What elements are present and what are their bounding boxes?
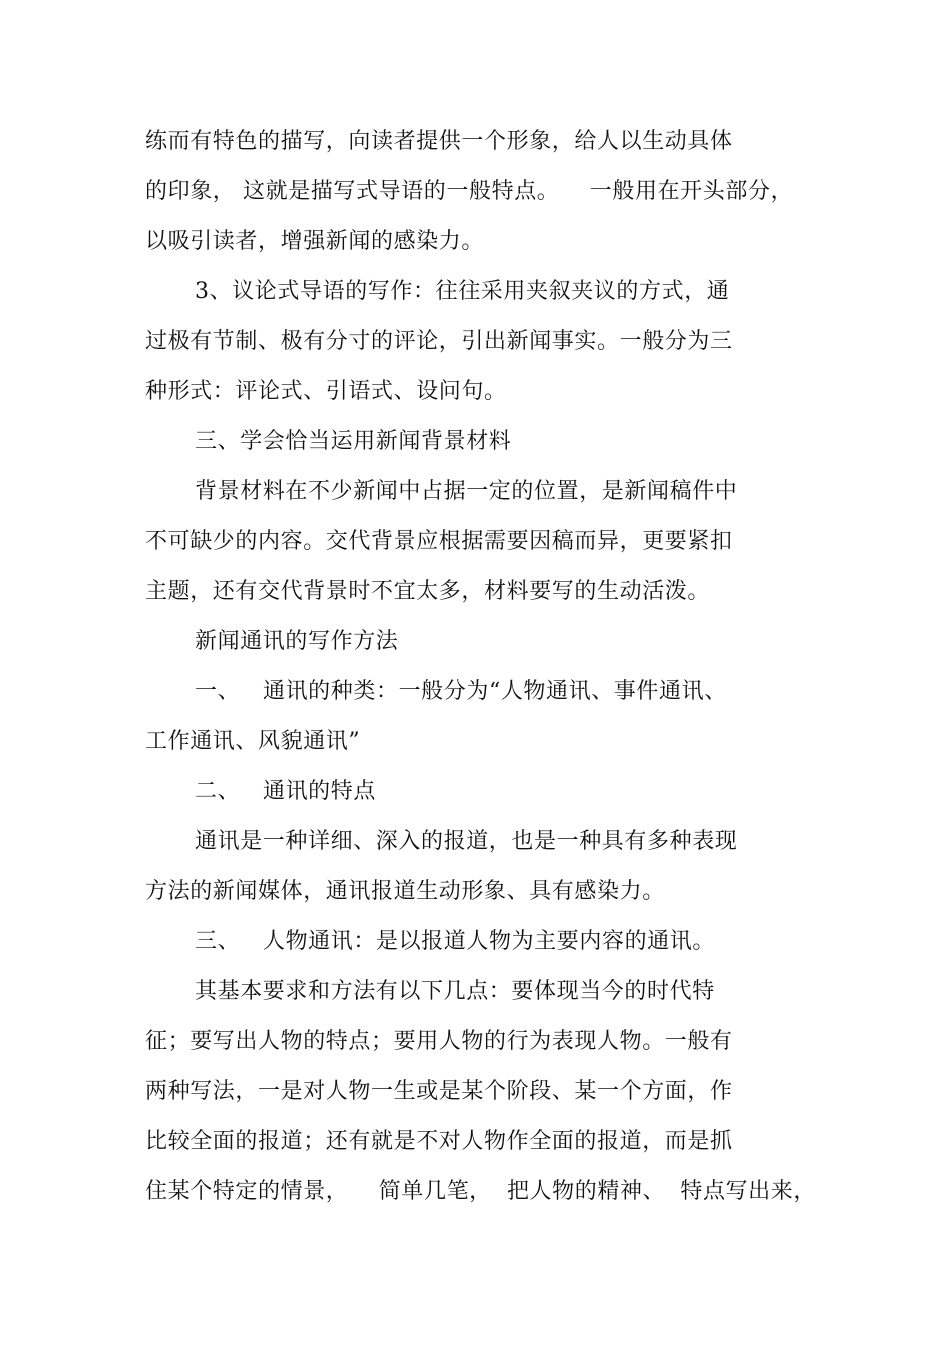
text-line: 征；要写出人物的特点；要用人物的行为表现人物。一般有 — [145, 1029, 733, 1054]
text-line: 主题，还有交代背景时不宜太多，材料要写的生动活泼。 — [145, 579, 711, 604]
text-line: 练而有特色的描写，向读者提供一个形象，给人以生动具体 — [145, 129, 733, 154]
paragraph-start: 一、 通讯的种类：一般分为“人物通讯、事件通讯、 — [195, 679, 727, 704]
paragraph-start: 背景材料在不少新闻中占据一定的位置，是新闻稿件中 — [195, 479, 738, 504]
paragraph-start: 通讯是一种详细、深入的报道，也是一种具有多种表现 — [195, 829, 738, 854]
text-line: 比较全面的报道；还有就是不对人物作全面的报道，而是抓 — [145, 1129, 733, 1154]
text-line: 以吸引读者，增强新闻的感染力。 — [145, 229, 485, 254]
text-line: 方法的新闻媒体，通讯报道生动形象、具有感染力。 — [145, 879, 665, 904]
text-line: 不可缺少的内容。交代背景应根据需要因稿而异，更要紧扣 — [145, 529, 733, 554]
text-line: 种形式：评论式、引语式、设问句。 — [145, 379, 507, 404]
text-line: 两种写法，一是对人物一生或是某个阶段、某一个方面，作 — [145, 1079, 733, 1104]
text-line: 住某个特定的情景， 简单几笔， 把人物的精神、 特点写出来， — [145, 1179, 816, 1204]
paragraph-start: 其基本要求和方法有以下几点：要体现当今的时代特 — [195, 979, 715, 1004]
text-line: 工作通讯、风貌通讯” — [145, 729, 361, 754]
paragraph-start: 3、议论式导语的写作：往往采用夹叙夹议的方式，通 — [195, 279, 730, 304]
text-line: 过极有节制、极有分寸的评论，引出新闻事实。一般分为三 — [145, 329, 733, 354]
text-line: 的印象， 这就是描写式导语的一般特点。 一般用在开头部分， — [145, 179, 794, 204]
section-heading: 三、 人物通讯：是以报道人物为主要内容的通讯。 — [195, 929, 715, 954]
section-heading: 三、学会恰当运用新闻背景材料 — [195, 429, 512, 454]
section-heading: 新闻通讯的写作方法 — [195, 629, 399, 654]
section-heading: 二、 通讯的特点 — [195, 779, 376, 804]
